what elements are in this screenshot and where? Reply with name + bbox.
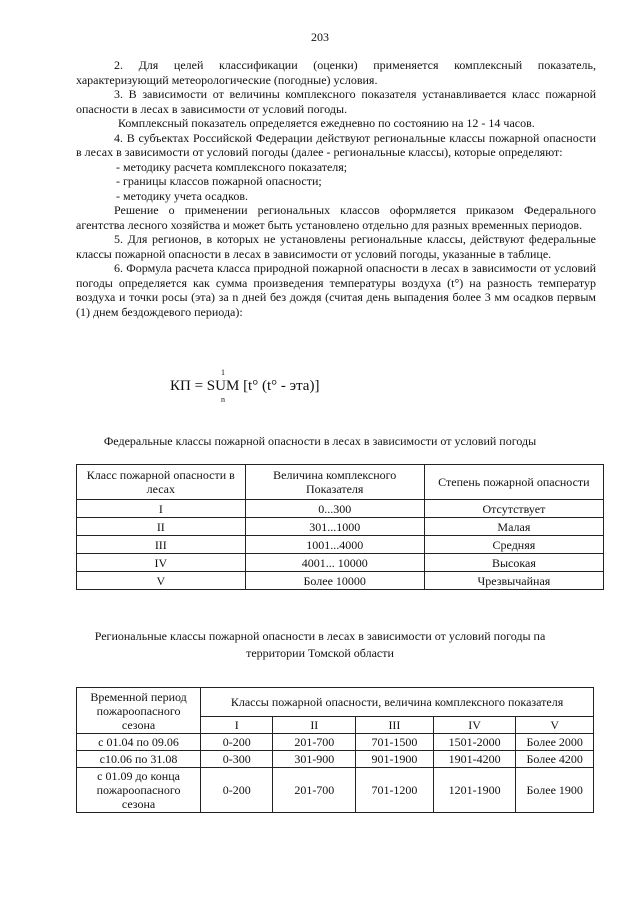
body-text: [76, 58, 596, 319]
table-cell: 301-900: [273, 751, 356, 768]
table-header-cell: Класс пожарной опасности в лесах: [77, 465, 246, 500]
table-cell: 1501-2000: [433, 734, 516, 751]
table-row: [77, 734, 594, 751]
paragraph-3-note: Комплексный показатель определяется ежедневно по состоянию на 12 - 14 часов.: [118, 116, 535, 130]
table-cell: Малая: [424, 518, 603, 536]
table-header-cell: V: [516, 717, 594, 734]
table-cell: 1001...4000: [245, 536, 424, 554]
formula-sum-label: SUM: [206, 378, 240, 394]
table-header-cell: Величина комплексного Показателя: [245, 465, 424, 500]
paragraph-6: 6. Формула расчета класса природной пожарной опасности в лесах в зависимости от условий погоды определяется как сумма произведения температуры воздуха (t°) на разность температур воздуха и точки росы (эта) за n дней без дождя (считая день выпадения более 3 мм осадков первым (1) днем бездождевого периода):: [76, 261, 596, 319]
table-cell: 4001... 10000: [245, 554, 424, 572]
table1-caption: Федеральные классы пожарной опасности в лесах в зависимости от условий погоды: [103, 434, 537, 448]
table-cell: Отсутствует: [424, 500, 603, 518]
table-cell: 201-700: [273, 768, 356, 813]
table-row: [77, 751, 594, 768]
table2-caption-line1: Региональные классы пожарной опасности в лесах в зависимости от условий погоды па: [94, 629, 546, 643]
table-header-cell: III: [356, 717, 434, 734]
paragraph-2: 2. Для целей классификации (оценки) применяется комплексный показатель, характеризующий метеорологические (погодные) условия.: [76, 58, 596, 87]
table-cell: 0...300: [245, 500, 424, 518]
table2-caption-line2: территории Томской области: [246, 646, 394, 660]
table-cell: I: [77, 500, 246, 518]
table-row: [77, 768, 594, 813]
table-cell: Более 10000: [245, 572, 424, 590]
table-header-row: [77, 465, 604, 500]
page-number: 203: [311, 30, 329, 44]
table-cell: 1201-1900: [433, 768, 516, 813]
table-cell: 301...1000: [245, 518, 424, 536]
table-cell: Высокая: [424, 554, 603, 572]
table-cell: 701-1500: [356, 734, 434, 751]
table-cell: 0-300: [201, 751, 273, 768]
table-cell: III: [77, 536, 246, 554]
federal-classes-table: [76, 464, 604, 590]
list-item: - методику расчета комплексного показателя;: [116, 159, 348, 174]
table-cell: 701-1200: [356, 768, 434, 813]
formula-rhs: [t° (t° - эта)]: [239, 378, 320, 394]
table-row: [77, 554, 604, 572]
formula-sup: 1: [221, 368, 226, 377]
regional-classes-table: [76, 687, 594, 813]
table-header-row: [77, 688, 594, 717]
table-cell: II: [77, 518, 246, 536]
table-row: [77, 518, 604, 536]
table-cell: с 01.09 до конца пожароопасного сезона: [77, 768, 201, 813]
table-cell: 901-1900: [356, 751, 434, 768]
table-row: [77, 572, 604, 590]
paragraph-3: 3. В зависимости от величины комплексного показателя устанавливается класс пожарной опасности в лесах в зависимости от условий погоды.: [76, 87, 596, 116]
table-cell: 201-700: [273, 734, 356, 751]
table-cell: с10.06 по 31.08: [77, 751, 201, 768]
formula: [170, 368, 320, 404]
table-cell: 0-200: [201, 734, 273, 751]
table-row: [77, 500, 604, 518]
formula-lhs: КП =: [170, 378, 207, 394]
table-cell: V: [77, 572, 246, 590]
table-header-cell: Временной период пожароопасного сезона: [77, 688, 201, 734]
table-cell: 1901-4200: [433, 751, 516, 768]
table-cell: с 01.04 по 09.06: [77, 734, 201, 751]
table-header-cell: Классы пожарной опасности, величина комплексного показателя: [201, 688, 594, 717]
table-header-cell: I: [201, 717, 273, 734]
table-cell: 0-200: [201, 768, 273, 813]
table-cell: Более 1900: [516, 768, 594, 813]
paragraph-4: 4. В субъектах Российской Федерации действуют региональные классы пожарной опасности в лесах в зависимости от условий погоды (далее - региональные классы), которые определяют:: [76, 130, 596, 159]
table-cell: Более 2000: [516, 734, 594, 751]
paragraph-4-decision: Решение о применении региональных классов оформляется приказом Федерального агентства лесного хозяйства и может быть установлено отдельно для разных временных периодов.: [76, 203, 596, 232]
paragraph-5: 5. Для регионов, в которых не установлены региональные классы, действуют федеральные классы пожарной опасности в лесах в зависимости от условий погоды, указанные в таблице.: [76, 232, 596, 261]
table-cell: Средняя: [424, 536, 603, 554]
list-item: - методику учета осадков.: [116, 188, 249, 203]
table-cell: Более 4200: [516, 751, 594, 768]
formula-sub: n: [221, 395, 226, 404]
table-cell: Чрезвычайная: [424, 572, 603, 590]
table-header-cell: Степень пожарной опасности: [424, 465, 603, 500]
table-row: [77, 536, 604, 554]
table-header-cell: II: [273, 717, 356, 734]
list-item: - границы классов пожарной опасности;: [116, 174, 322, 188]
formula-sum: [206, 368, 240, 404]
table-cell: IV: [77, 554, 246, 572]
table-header-cell: IV: [433, 717, 516, 734]
